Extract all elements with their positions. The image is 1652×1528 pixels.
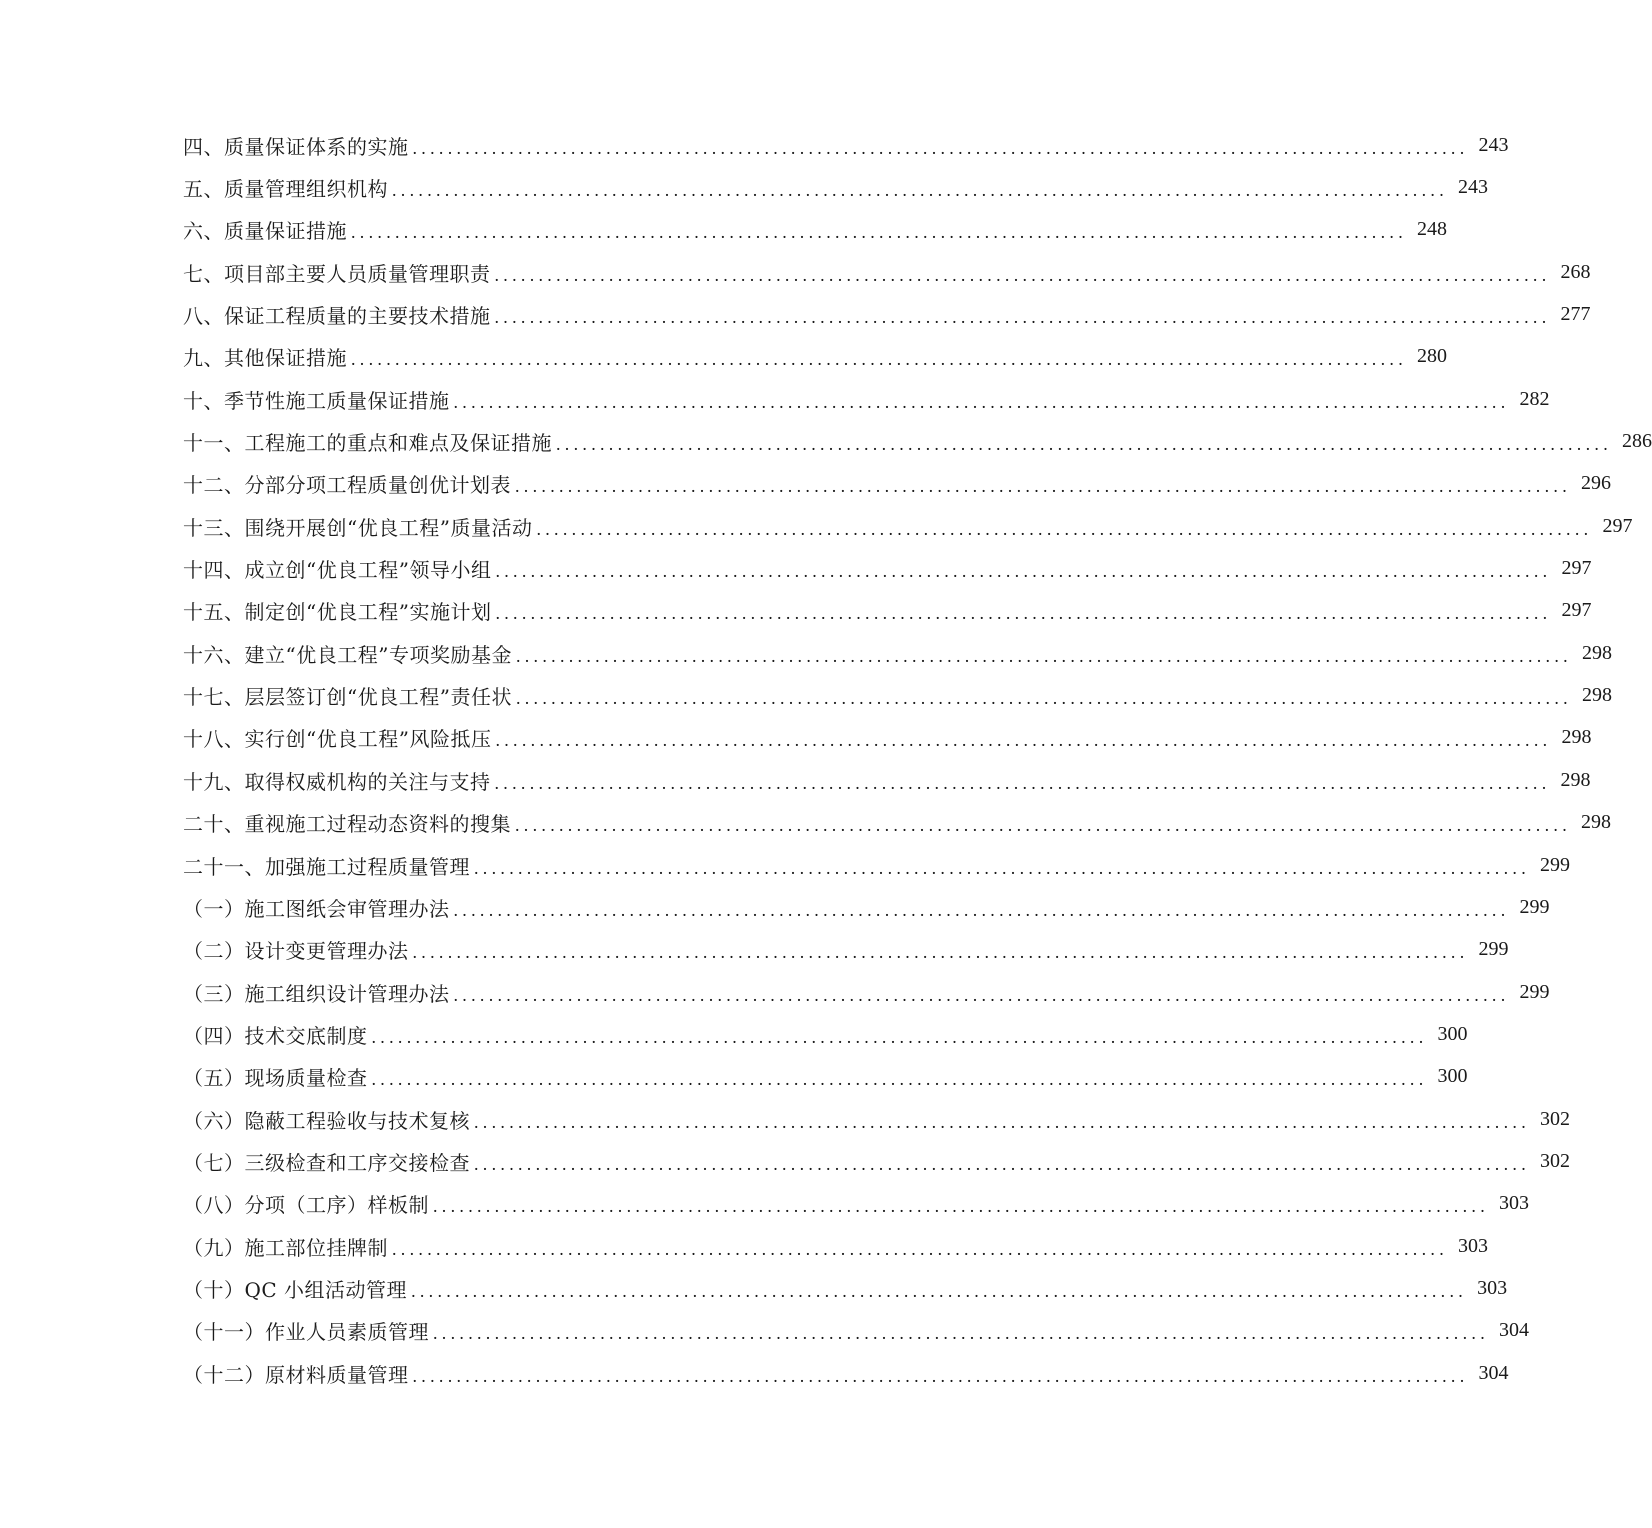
- toc-entry-page: 304: [1478, 1361, 1509, 1384]
- toc-entry-title: 十二、分部分项工程质量创优计划表: [183, 473, 511, 498]
- toc-entry-title: 十六、建立“优良工程”专项奖励基金: [183, 642, 512, 667]
- toc-entry-page: 299: [1519, 980, 1550, 1003]
- toc-entry: [183, 971, 1550, 1013]
- toc-dot-leader: ........................................................................................................................: [495, 561, 1552, 582]
- toc-entry: [183, 632, 1612, 674]
- toc-entry-page: 300: [1437, 1065, 1468, 1088]
- toc-entry-title: （十二）原材料质量管理: [183, 1362, 409, 1387]
- toc-dot-leader: ........................................................................................................................: [494, 772, 1551, 793]
- toc-dot-leader: ........................................................................................................................: [494, 264, 1551, 285]
- toc-entry-page: 303: [1477, 1276, 1508, 1299]
- toc-entry: [183, 547, 1592, 589]
- toc-dot-leader: ........................................................................................................................: [351, 222, 1407, 243]
- toc-entry: [183, 251, 1591, 293]
- toc-entry: [183, 1267, 1508, 1309]
- toc-dot-leader: ........................................................................................................................: [371, 1069, 1428, 1090]
- toc-entry-title: 七、项目部主要人员质量管理职责: [183, 261, 491, 286]
- toc-entry-page: 286: [1622, 430, 1652, 453]
- toc-entry-page: 248: [1417, 218, 1447, 241]
- toc-entry-page: 277: [1560, 303, 1591, 326]
- toc-entry-title: （十）QC 小组活动管理: [183, 1277, 408, 1302]
- toc-entry-page: 297: [1561, 599, 1592, 622]
- toc-entry-page: 297: [1561, 557, 1592, 580]
- toc-entry: [183, 209, 1447, 251]
- toc-dot-leader: ........................................................................................................................: [495, 603, 1552, 624]
- toc-entry-title: （二）设计变更管理办法: [183, 939, 409, 964]
- toc-dot-leader: ........................................................................................................................: [515, 815, 1571, 836]
- toc-dot-leader: ........................................................................................................................: [495, 730, 1552, 751]
- table-of-contents: [183, 124, 1652, 1394]
- toc-entry: [183, 1310, 1529, 1352]
- toc-entry-page: 298: [1560, 768, 1591, 791]
- toc-dot-leader: ........................................................................................................................: [474, 1111, 1530, 1132]
- toc-entry-title: 十四、成立创“优良工程”领导小组: [183, 558, 492, 583]
- toc-entry-title: （三）施工组织设计管理办法: [183, 981, 450, 1006]
- toc-dot-leader: ........................................................................................................................: [515, 688, 1572, 709]
- toc-dot-leader: ........................................................................................................................: [453, 391, 1510, 412]
- toc-entry-page: 243: [1458, 176, 1488, 199]
- toc-entry: [183, 378, 1550, 420]
- toc-dot-leader: ........................................................................................................................: [515, 645, 1572, 666]
- toc-entry: [183, 1183, 1529, 1225]
- toc-entry-title: （四）技术交底制度: [183, 1023, 368, 1048]
- toc-entry-title: 十三、围绕开展创“优良工程”质量活动: [183, 515, 533, 540]
- toc-entry: [183, 505, 1633, 547]
- toc-entry: [183, 844, 1570, 886]
- toc-dot-leader: ........................................................................................................................: [556, 434, 1612, 455]
- toc-entry: [183, 1013, 1468, 1055]
- toc-entry-title: 十、季节性施工质量保证措施: [183, 388, 450, 413]
- toc-entry-page: 299: [1540, 853, 1570, 876]
- toc-entry-page: 303: [1458, 1234, 1488, 1257]
- toc-dot-leader: ........................................................................................................................: [433, 1323, 1489, 1344]
- toc-entry-title: 十五、制定创“优良工程”实施计划: [183, 600, 492, 625]
- toc-entry-page: 268: [1560, 260, 1591, 283]
- toc-entry-title: （七）三级检查和工序交接检查: [183, 1150, 470, 1175]
- toc-entry-page: 296: [1581, 472, 1611, 495]
- toc-dot-leader: ........................................................................................................................: [412, 1365, 1469, 1386]
- toc-dot-leader: ........................................................................................................................: [412, 137, 1469, 158]
- toc-entry-title: 十一、工程施工的重点和难点及保证措施: [183, 431, 552, 456]
- toc-entry: [183, 802, 1611, 844]
- toc-entry-title: 八、保证工程质量的主要技术措施: [183, 304, 491, 329]
- toc-entry-page: 299: [1478, 938, 1509, 961]
- toc-entry-title: （十一）作业人员素质管理: [183, 1320, 429, 1345]
- toc-entry: [183, 1056, 1468, 1098]
- toc-entry-page: 297: [1602, 514, 1633, 537]
- toc-dot-leader: ........................................................................................................................: [494, 307, 1551, 328]
- toc-entry: [183, 1352, 1509, 1394]
- toc-entry: [183, 590, 1592, 632]
- toc-entry-title: 二十、重视施工过程动态资料的搜集: [183, 812, 511, 837]
- toc-entry-title: 六、质量保证措施: [183, 219, 347, 244]
- toc-entry-page: 303: [1499, 1192, 1529, 1215]
- toc-entry-title: 四、质量保证体系的实施: [183, 134, 409, 159]
- toc-entry: [183, 124, 1509, 166]
- toc-entry: [183, 886, 1550, 928]
- toc-entry: [183, 674, 1612, 716]
- toc-entry: [183, 929, 1509, 971]
- toc-entry-page: 304: [1499, 1319, 1529, 1342]
- toc-entry-page: 243: [1478, 133, 1509, 156]
- toc-entry-page: 298: [1561, 726, 1592, 749]
- toc-entry-page: 299: [1519, 895, 1550, 918]
- toc-entry: [183, 293, 1591, 335]
- toc-entry-page: 298: [1581, 641, 1612, 664]
- toc-dot-leader: ........................................................................................................................: [351, 349, 1407, 370]
- toc-entry-page: 280: [1417, 345, 1447, 368]
- toc-entry-title: 九、其他保证措施: [183, 346, 347, 371]
- toc-dot-leader: ........................................................................................................................: [371, 1026, 1428, 1047]
- toc-dot-leader: ........................................................................................................................: [433, 1196, 1489, 1217]
- toc-entry-title: （五）现场质量检查: [183, 1066, 368, 1091]
- toc-entry-title: 十九、取得权威机构的关注与支持: [183, 769, 491, 794]
- toc-dot-leader: ........................................................................................................................: [536, 518, 1593, 539]
- toc-entry: [183, 1140, 1570, 1182]
- toc-dot-leader: ........................................................................................................................: [392, 1238, 1448, 1259]
- toc-entry: [183, 420, 1652, 462]
- toc-entry: [183, 717, 1592, 759]
- toc-entry-page: 302: [1540, 1107, 1570, 1130]
- toc-entry-title: （六）隐蔽工程验收与技术复核: [183, 1108, 470, 1133]
- toc-entry: [183, 1098, 1570, 1140]
- toc-entry: [183, 463, 1611, 505]
- toc-entry-page: 298: [1581, 684, 1612, 707]
- toc-entry-page: 300: [1437, 1022, 1468, 1045]
- toc-entry-title: 十七、层层签订创“优良工程”责任状: [183, 685, 512, 710]
- toc-dot-leader: ........................................................................................................................: [411, 1280, 1468, 1301]
- toc-entry: [183, 336, 1447, 378]
- toc-dot-leader: ........................................................................................................................: [474, 857, 1530, 878]
- toc-entry-title: 二十一、加强施工过程质量管理: [183, 854, 470, 879]
- toc-entry: [183, 166, 1488, 208]
- toc-dot-leader: ........................................................................................................................: [453, 899, 1510, 920]
- toc-entry-title: （九）施工部位挂牌制: [183, 1235, 388, 1260]
- toc-dot-leader: ........................................................................................................................: [453, 984, 1510, 1005]
- toc-entry: [183, 759, 1591, 801]
- toc-entry-page: 302: [1540, 1149, 1570, 1172]
- toc-entry-title: （一）施工图纸会审管理办法: [183, 896, 450, 921]
- toc-entry-title: （八）分项（工序）样板制: [183, 1193, 429, 1218]
- toc-entry: [183, 1225, 1488, 1267]
- toc-dot-leader: ........................................................................................................................: [392, 180, 1448, 201]
- toc-entry-title: 十八、实行创“优良工程”风险抵压: [183, 727, 492, 752]
- toc-dot-leader: ........................................................................................................................: [515, 476, 1571, 497]
- toc-dot-leader: ........................................................................................................................: [474, 1153, 1530, 1174]
- toc-entry-page: 282: [1519, 387, 1550, 410]
- toc-dot-leader: ........................................................................................................................: [412, 942, 1469, 963]
- toc-entry-title: 五、质量管理组织机构: [183, 177, 388, 202]
- toc-entry-page: 298: [1581, 811, 1611, 834]
